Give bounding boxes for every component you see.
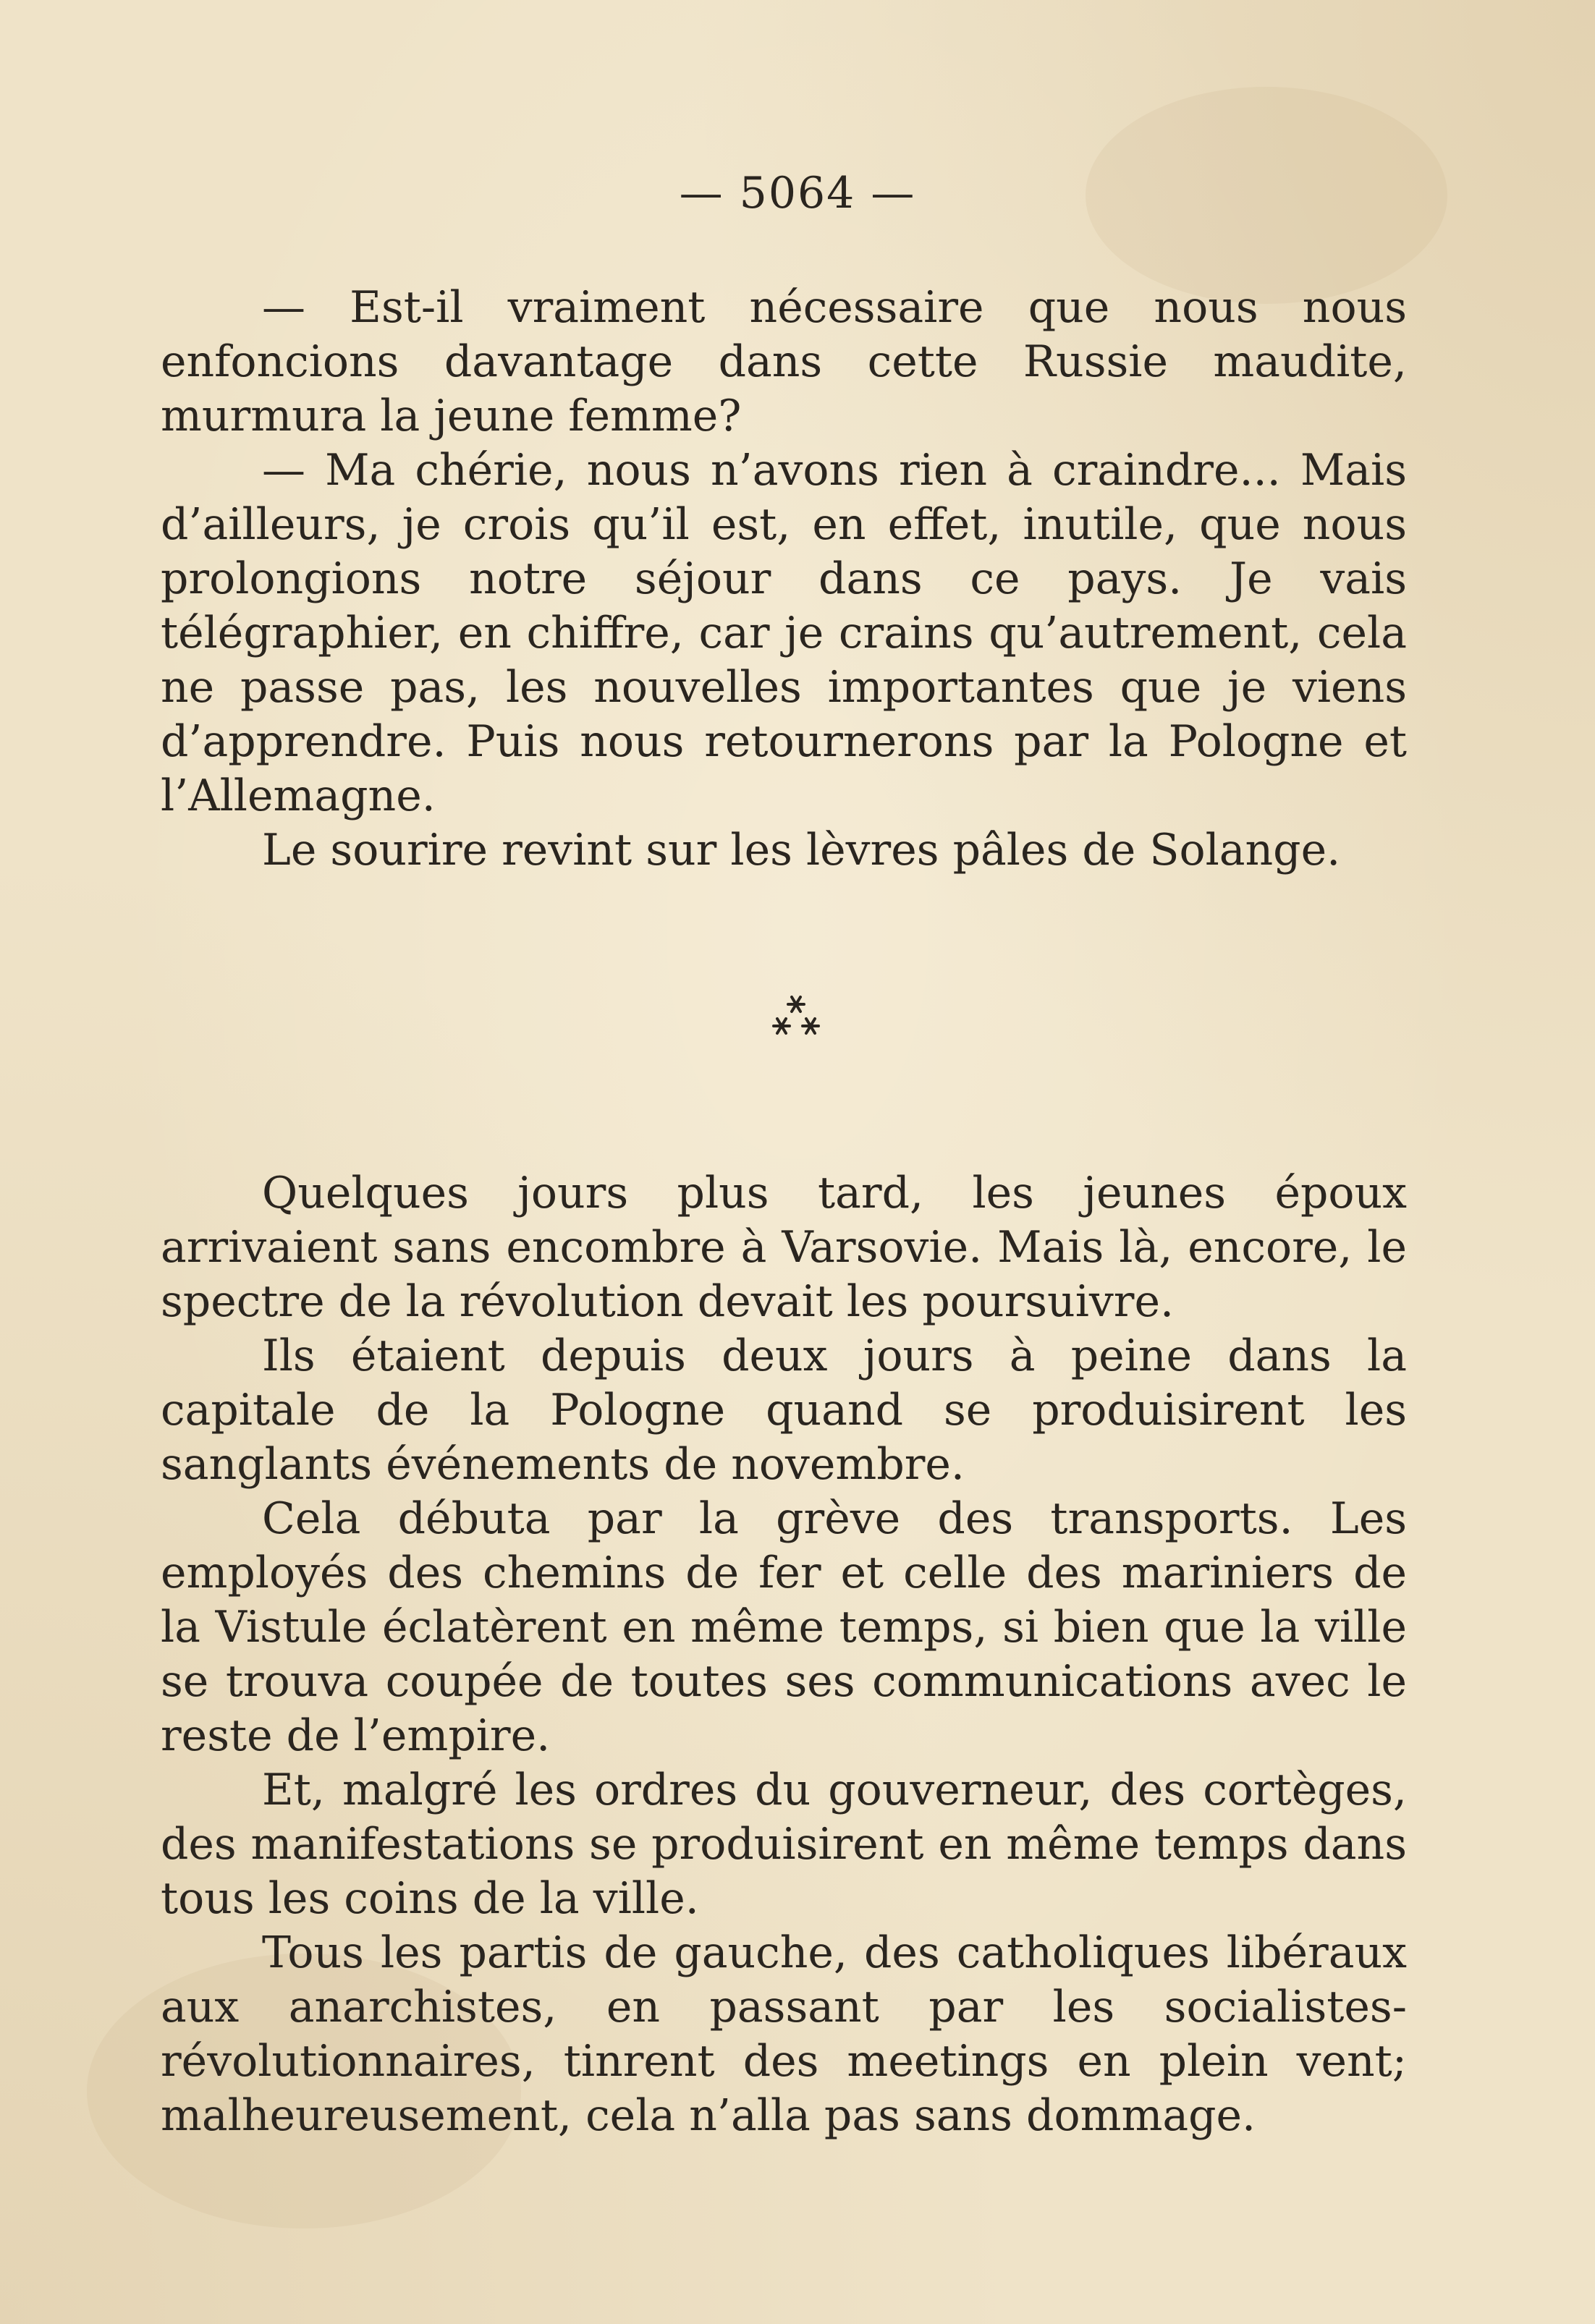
paragraph: Quelques jours plus tard, les jeunes époux arrivaient sans encombre à Varsovie. Mais là, encore, le spectre de la révolution devait les poursuivre. — [161, 1168, 1407, 1327]
paragraph: Ils étaient depuis deux jours à peine dans la capitale de la Pologne quand se produisirent les sanglants événements de novembre. — [161, 1331, 1407, 1490]
paragraph: — Ma chérie, nous n’avons rien à craindre... Mais d’ailleurs, je crois qu’il est, en effet, inutile, que nous prolongions notre séjour dans ce pays. Je vais télégraphier, en chiffre, car je crains qu’autrement, cela ne passe pas, les nouvelles importantes que je viens d’apprendre. Puis nous retournerons par la Pologne et l’Allemagne. — [161, 445, 1407, 821]
text-section-2 — [161, 1166, 1407, 2143]
text-section-1 — [161, 281, 1407, 878]
page-number: — 5064 — — [679, 168, 916, 219]
paragraph: Et, malgré les ordres du gouverneur, des cortèges, des manifestations se produisirent en même temps dans tous les coins de la ville. — [161, 1765, 1407, 1924]
paragraph: Le sourire revint sur les lèvres pâles de Solange. — [262, 825, 1341, 875]
paragraph: Tous les partis de gauche, des catholiques libéraux aux anarchistes, en passant par les socialistes-révolutionnaires, tinrent des meetings en plein vent; malheureusement, cela n’alla pas sans dommage. — [161, 1928, 1407, 2141]
paragraph: — Est-il vraiment nécessaire que nous nous enfoncions davantage dans cette Russie maudite, murmura la jeune femme? — [161, 282, 1407, 441]
paragraph: Cela débuta par la grève des transports. Les employés des chemins de fer et celle des mariniers de la Vistule éclatèrent en même temps, si bien que la ville se trouva coupée de toutes ses communications avec le reste de l’empire. — [161, 1493, 1407, 1761]
asterism-separator-icon — [753, 991, 839, 1049]
